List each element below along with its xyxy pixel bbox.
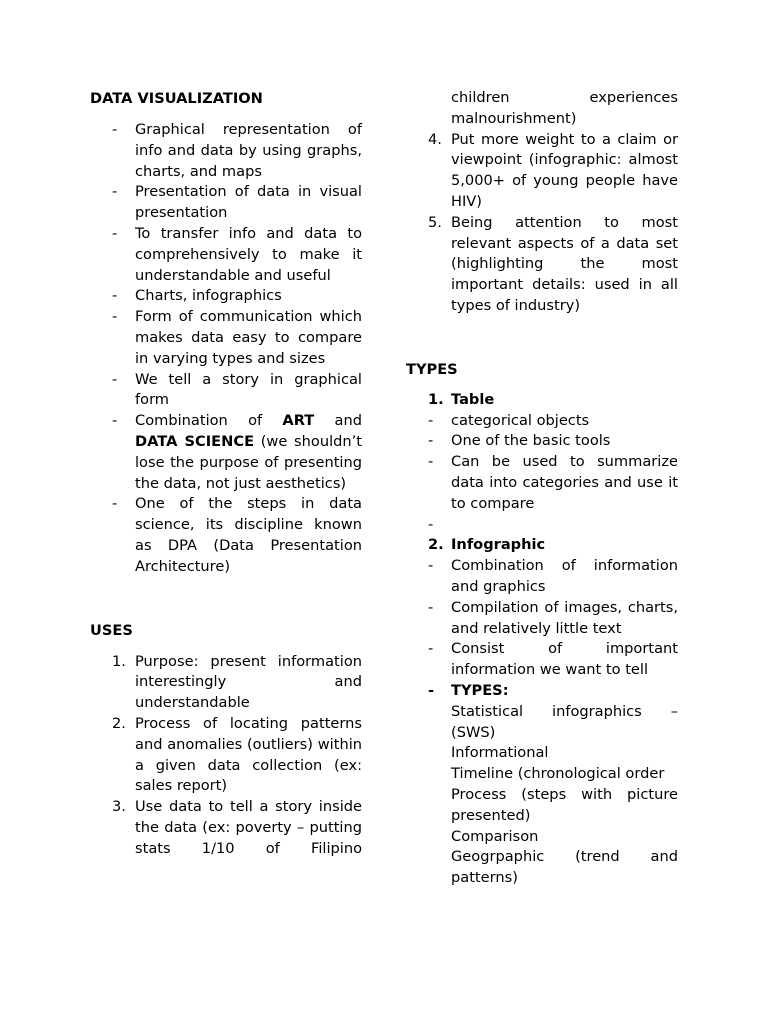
dash-marker: - (428, 640, 434, 658)
types-sublabel: - TYPES: (406, 681, 678, 702)
list-item: - Presentation of data in visual presentation (112, 183, 362, 222)
infographic-type: Process (steps with picture presented) (451, 785, 678, 824)
number-marker: 5. (428, 213, 442, 231)
list-item: - Consist of important information we want to tell (428, 640, 678, 679)
type-heading-infographic: 2. Infographic (406, 535, 678, 556)
numbered-item: 2. Process of locating patterns and anomalies (outliers) within a given data collection (ex: sales report) (112, 714, 362, 795)
dash-marker: - (428, 557, 434, 575)
data-science-emphasis: DATA SCIENCE (135, 432, 255, 450)
list-item: - categorical objects (406, 411, 678, 432)
number-marker: 3. (112, 798, 126, 816)
type-heading-table: 1. Table (406, 390, 678, 411)
dash-marker: - (112, 495, 118, 513)
list-item: - To transfer info and data to comprehensively to make it understandable and useful (112, 224, 362, 284)
list-item: - One of the steps in data science, its discipline known as DPA (Data Presentation Architecture) (112, 495, 362, 575)
infographic-type: Informational (451, 744, 549, 762)
list-item: - Combination of information and graphics (428, 557, 678, 595)
dash-marker: - (112, 121, 118, 138)
dash-marker: - (112, 308, 118, 326)
list-item: - Graphical representation of info and data by using graphs, charts, and maps (112, 121, 362, 180)
dash-marker: - (112, 224, 118, 242)
numbered-item-continuation: children experiences malnourishment) (451, 89, 678, 127)
dash-marker: - (428, 515, 434, 533)
list-item-art-data-science: - Combination of ART and DATA SCIENCE (we shouldn’t lose the purpose of presenting the data, not just aesthetics) (112, 412, 362, 492)
numbered-item: 5. Being attention to most relevant aspects of a data set (highlighting the most important details: used in all types of industry) (428, 213, 678, 314)
number-marker: 2. (112, 714, 126, 732)
art-emphasis: ART (282, 412, 315, 430)
left-column (90, 88, 362, 860)
list-item: - We tell a story in graphical form (112, 370, 362, 409)
section-title-uses: USES (90, 621, 133, 639)
list-item-empty (406, 515, 678, 536)
section-title-types: TYPES (406, 360, 458, 378)
dash-marker: - (112, 183, 118, 201)
number-marker: 1. (112, 652, 126, 670)
number-marker: 4. (428, 130, 442, 148)
number-marker: 2. (428, 536, 444, 554)
infographic-type: Geogrpaphic (trend and patterns) (451, 848, 678, 887)
dash-marker: - (112, 370, 118, 388)
dash-marker: - (428, 432, 434, 450)
numbered-item: 3. Use data to tell a story inside the data (ex: poverty – putting stats 1/10 of Filipino (112, 798, 362, 857)
dash-marker: - (112, 412, 118, 430)
number-marker: 1. (428, 390, 444, 408)
section-title-data-visualization: DATA VISUALIZATION (90, 90, 263, 107)
right-column (406, 88, 678, 889)
dash-marker: - (112, 287, 118, 305)
infographic-type: Statistical infographics – (SWS) (451, 702, 678, 741)
infographic-type: Timeline (chronological order (451, 765, 665, 783)
list-item: - One of the basic tools (406, 431, 678, 452)
infographic-type: Comparison (451, 827, 539, 845)
list-item: - Can be used to summarize data into categories and use it to compare (428, 453, 678, 512)
numbered-item: 1. Purpose: present information interestingly and understandable (112, 652, 362, 712)
numbered-item: 4. Put more weight to a claim or viewpoint (infographic: almost 5,000+ of young people have HIV) (428, 130, 678, 210)
dash-marker: - (428, 411, 434, 429)
list-item: - Form of communication which makes data easy to compare in varying types and sizes (112, 308, 362, 367)
dash-marker: - (428, 598, 434, 616)
dash-marker: - (428, 681, 435, 699)
dash-marker: - (428, 453, 434, 471)
list-item: - Charts, infographics (90, 286, 362, 307)
list-item: - Compilation of images, charts, and relatively little text (428, 598, 678, 637)
